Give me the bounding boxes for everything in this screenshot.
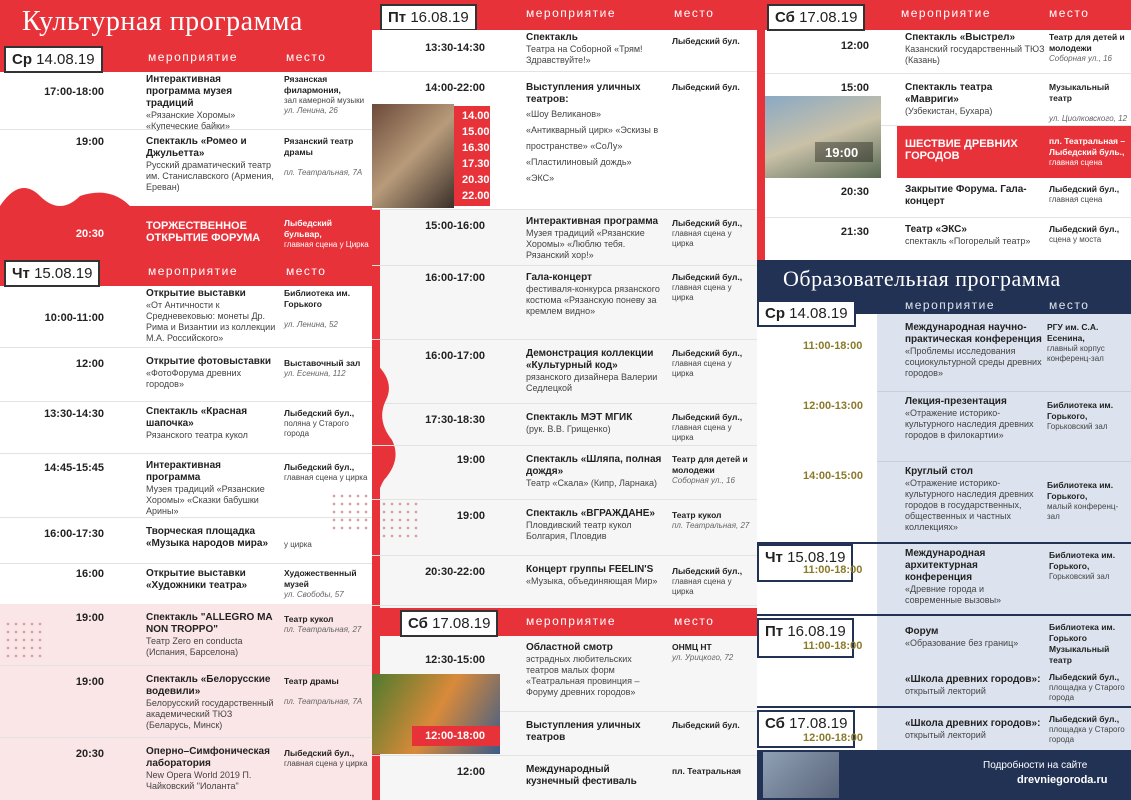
edu-title: Образовательная программа — [783, 266, 1061, 291]
edu-hdr-place: место — [1049, 298, 1090, 312]
event-info: Международная научно-практическая конференция «Проблемы исследования социокультурной среды древних городов» — [905, 322, 1042, 378]
event-time: 12:00-13:00 — [803, 400, 863, 412]
event-place: Лыбедский бул., главная сцена у цирка — [672, 566, 743, 596]
event-info: Выступления уличных театров — [526, 720, 641, 743]
event-time: 19:00 — [456, 454, 485, 466]
event-info: Оперно–Симфоническая лаборатория New Opera World 2019 П. Чайковский "Иоланта" — [146, 746, 270, 791]
event-info: Спектакль театра «Мавриги» (Узбекистан, Бухара) — [905, 82, 993, 116]
hdr-place: место — [286, 264, 327, 278]
hdr-place: место — [674, 614, 715, 628]
list-item — [372, 712, 757, 756]
event-time: 13:30-14:30 — [44, 408, 104, 420]
event-time: 12:30-15:00 — [425, 654, 485, 666]
event-time: 14:45-15:45 — [44, 462, 104, 474]
event-place: Лыбедский бул., главная сцена у цирка — [284, 748, 368, 768]
event-time: 16:00-17:30 — [44, 528, 104, 540]
event-place: ОНМЦ НТ ул. Урицкого, 72 — [672, 642, 734, 662]
event-time: 10:00-11:00 — [44, 312, 104, 324]
event-place: Театр драмы пл. Театральная, 7А — [284, 676, 363, 706]
event-info: Творческая площадка «Музыка народов мира» — [146, 526, 269, 549]
edu-thu-date: Чт 15.08.19 — [757, 544, 853, 582]
event-time: 19:00 — [75, 612, 104, 624]
event-time: 14:00-15:00 — [803, 470, 863, 482]
event-time: 20:30 — [840, 186, 869, 198]
wed-date: Ср 14.08.19 — [4, 46, 103, 73]
event-info: Международная архитектурная конференция «Древние города и современные вызовы» — [905, 548, 1002, 605]
event-time: 14:00-22:00 — [425, 82, 485, 94]
edu-sat-sep — [757, 706, 1131, 708]
event-time: 17:30-18:30 — [425, 414, 485, 426]
event-place: Лыбедский бул. — [672, 36, 740, 46]
list-item — [765, 218, 1131, 260]
event-info: «Школа древних городов»: открытый лекторий — [905, 718, 1041, 740]
edu-fri-date: Пт 16.08.19 — [757, 618, 854, 658]
event-info: Спектакль Театра на Соборной «Трям! Здравствуйте!» — [526, 32, 643, 65]
event-place: Театр кукол пл. Театральная, 27 — [284, 614, 362, 634]
event-info: Форум «Образование без границ» — [905, 626, 1019, 648]
event-time: 11:00-18:00 — [803, 340, 863, 352]
city-photo — [763, 752, 839, 798]
hdr-event: мероприятие — [148, 264, 239, 278]
event-time: 16:00-17:00 — [425, 272, 485, 284]
event-info: Интерактивная программа Музея традиций «Рязанские Хоромы» «Сказки бабушки Арины» — [146, 460, 265, 516]
event-time: 19:00 — [75, 136, 104, 148]
event-info: Открытие выставки «От Античности к Средневековью: монеты Др. Рима и Византии из коллекции М.А. Российского» — [146, 288, 276, 343]
edu-hdr-event: мероприятие — [905, 298, 996, 312]
event-place: Лыбедский бул., главная сцена у цирка — [672, 412, 743, 442]
event-time: 20:30 — [75, 748, 104, 760]
footer-link[interactable]: drevniegoroda.ru — [1017, 774, 1108, 786]
list-item — [765, 30, 1131, 74]
procession-photo — [765, 96, 881, 178]
procession-title: ШЕСТВИЕ ДРЕВНИХ ГОРОДОВ — [905, 138, 1018, 162]
event-time: 12:00-18:00 — [425, 730, 485, 742]
hdr-event: мероприятие — [901, 6, 992, 20]
street-theatre-photo — [372, 104, 454, 208]
list-item — [0, 348, 372, 402]
event-place: Лыбедский бул., площадка у Старого города — [1049, 672, 1125, 702]
event-info: «Школа древних городов»: открытый лекторий — [905, 674, 1041, 696]
footer-text-1: Подробности на сайте — [983, 760, 1088, 771]
event-place: Библиотека им. Горького, малый конференц-зал — [1047, 480, 1119, 521]
opening-place: Лыбедский бульвар, главная сцена у Цирка — [284, 218, 369, 249]
friday-column — [372, 0, 757, 800]
list-item — [372, 756, 757, 800]
event-place: Рязанский театр драмы пл. Театральная, 7А — [284, 136, 363, 177]
list-item — [372, 340, 757, 404]
event-info: Интерактивная программа Музея традиций «Рязанские Хоромы» «Люблю тебя. Рязанский хор!» — [526, 216, 659, 260]
hdr-place: место — [674, 6, 715, 20]
event-time: 15:00-16:00 — [425, 220, 485, 232]
culture-title: Культурная программа — [22, 6, 303, 37]
hdr-place: место — [1049, 6, 1090, 20]
event-place: Лыбедский бул., поляна у Старого города — [284, 408, 355, 438]
event-info: Театр «ЭКС» спектакль «Погорелый театр» — [905, 224, 1031, 246]
event-info: Открытие фотовыставки «ФотоФорума древних городов» — [146, 356, 272, 389]
list-item — [372, 266, 757, 340]
street-times: 14.00 15.00 16.30 17.30 20.30 22.00 — [454, 106, 490, 206]
event-place: Лыбедский бул., главная сцена у цирка — [672, 348, 743, 378]
list-item — [0, 454, 372, 518]
thu-date: Чт 15.08.19 — [4, 260, 100, 287]
event-time: 11:00-18:00 — [803, 640, 863, 652]
event-time: 16:00-17:00 — [425, 350, 485, 362]
fri-date: Пт 16.08.19 — [380, 4, 477, 31]
event-time: 12:00 — [456, 766, 485, 778]
list-item — [372, 30, 757, 72]
event-info: Закрытие Форума. Гала-концерт — [905, 184, 1027, 207]
event-info: Спектакль "ALLEGRO MA NON TROPPO" Театр Zero en conducta (Испания, Барселона) — [146, 612, 273, 657]
event-place: Рязанская филармония, зал камерной музыки ул. Ленина, 26 — [284, 74, 365, 115]
event-place: Библиотека им. Горького ул. Ленина, 52 — [284, 288, 351, 329]
list-item — [0, 72, 372, 130]
event-info: Спектакль «Белорусские водевили» Белорусский государственный академический ТЮЗ (Беларусь, Минск) — [146, 674, 274, 730]
event-time: 19:00 — [75, 676, 104, 688]
opening-title: ТОРЖЕСТВЕННОЕ ОТКРЫТИЕ ФОРУМА — [146, 220, 261, 244]
event-time: 12:00-18:00 — [803, 732, 863, 744]
list-item — [765, 178, 1131, 218]
procession-time: 19:00 — [825, 145, 859, 160]
sat-right-red-strip — [757, 30, 765, 260]
edu-fri-sep — [757, 614, 1131, 616]
event-place: Библиотека им. Горького Музыкальный театр — [1049, 622, 1116, 665]
edu-sat-date: Сб 17.08.19 — [757, 710, 855, 748]
event-time: 11:00-18:00 — [803, 564, 863, 576]
event-info: Концерт группы FEELIN'S «Музыка, объединяющая Мир» — [526, 564, 658, 586]
event-place: Театр для детей и молодежи Соборная ул., 16 — [672, 454, 748, 485]
list-item — [0, 402, 372, 454]
event-info: Спектакль «Красная шапочка» Рязанского театра кукол — [146, 406, 248, 440]
event-time: 15:00 — [840, 82, 869, 94]
event-info: Областной смотр эстрадных любительских театров малых форм «Театральная провинция – Форуму древних городов» — [526, 642, 640, 697]
event-place: Библиотека им. Горького, Горьковский зал — [1049, 550, 1116, 581]
list-item — [0, 286, 372, 348]
event-place: у цирка — [284, 540, 312, 549]
procession-place: пл. Театральная – Лыбедский буль., главная сцена — [1049, 136, 1126, 167]
event-place: Музыкальный театр ул. Циолковского, 12 — [1049, 82, 1128, 123]
hdr-place: место — [286, 50, 327, 64]
event-info: Выступления уличных театров: «Шоу Великанов» «Антикварный цирк» «Эскизы в пространстве» «СоЛу» «Пластилиновый дождь» «ЭКС» — [526, 82, 659, 183]
list-item — [803, 462, 1131, 542]
event-info: Спектакль МЭТ МГИК (рук. В.В. Грищенко) — [526, 412, 633, 434]
event-place: Лыбедский бул., сцена у моста — [1049, 224, 1120, 244]
event-place: Выставочный зал ул. Есенина, 112 — [284, 358, 361, 378]
event-info: Круглый стол «Отражение историко-культурного наследия древних городов в государственных, общественных и частных коллекциях» — [905, 466, 1034, 532]
hdr-event: мероприятие — [526, 614, 617, 628]
event-place: Лыбедский бул., площадка у Старого города — [1049, 714, 1125, 744]
event-info: Интерактивная программа музея традиций «Рязанские Хоромы» «Купеческие байки» — [146, 74, 236, 131]
event-info: Международный кузнечный фестиваль — [526, 764, 637, 787]
event-place: Лыбедский бул. — [672, 82, 740, 92]
event-place: Лыбедский бул., главная сцена — [1049, 184, 1120, 204]
event-info: Спектакль «Выстрел» Казанский государственный ТЮЗ (Казань) — [905, 32, 1045, 65]
list-item — [0, 666, 372, 738]
event-info: Спектакль «Шляпа, полная дождя» Театр «Скала» (Кипр, Ларнака) — [526, 454, 662, 488]
list-item — [0, 564, 372, 604]
event-time: 19:00 — [456, 510, 485, 522]
sat-right-date: Сб 17.08.19 — [767, 4, 865, 31]
list-item — [372, 556, 757, 606]
event-place: Лыбедский бул., главная сцена у цирка — [672, 218, 743, 248]
event-place: Лыбедский бул., главная сцена у цирка — [284, 462, 368, 482]
event-time: 20:30-22:00 — [425, 566, 485, 578]
event-info: Лекция-презентация «Отражение историко-культурного наследия древних городов в филокартии» — [905, 396, 1034, 440]
list-item — [372, 500, 757, 556]
event-info: Спектакль «Ромео и Джульетта» Русский драматический театр им. Станиславского (Армения, Ереван) — [146, 136, 274, 192]
event-place: Лыбедский бул., главная сцена у цирка — [672, 272, 743, 302]
event-info: Гала-концерт фестиваля-конкурса рязанского костюма «Рязанскую поневу за кремлем видно» — [526, 272, 660, 316]
list-item — [0, 738, 372, 800]
list-item — [0, 604, 372, 666]
event-time: 12:00 — [75, 358, 104, 370]
event-time: 16:00 — [75, 568, 104, 580]
event-place: пл. Театральная — [672, 766, 742, 776]
event-place: Театр кукол пл. Театральная, 27 — [672, 510, 750, 530]
sat-date: Сб 17.08.19 — [400, 610, 498, 637]
opening-time: 20:30 — [75, 228, 104, 240]
list-item — [372, 446, 757, 500]
list-item — [372, 404, 757, 446]
hdr-event: мероприятие — [148, 50, 239, 64]
event-place: Библиотека им. Горького, Горьковский зал — [1047, 400, 1114, 431]
list-item — [372, 210, 757, 266]
event-info: Демонстрация коллекции «Культурный код» рязанского дизайнера Валерии Седлецкой — [526, 348, 658, 393]
event-place: Театр для детей и молодежи Соборная ул., 16 — [1049, 32, 1125, 63]
list-item — [0, 518, 372, 564]
list-item — [803, 320, 1131, 392]
list-item — [803, 392, 1131, 462]
event-place: РГУ им. С.А. Есенина, главный корпус конференц-зал — [1047, 322, 1105, 363]
event-place: Лыбедский бул. — [672, 720, 740, 730]
event-info: Спектакль «ВГРАЖДАНЕ» Пловдивский театр кукол Болгария, Пловдив — [526, 508, 655, 541]
saturday-education-column — [757, 0, 1131, 800]
event-time: 12:00 — [840, 40, 869, 52]
event-place: Художественный музей ул. Свободы, 57 — [284, 568, 357, 599]
edu-wed-date: Ср 14.08.19 — [757, 300, 856, 327]
event-info: Открытие выставки «Художники театра» — [146, 568, 248, 591]
event-time: 21:30 — [840, 226, 869, 238]
culture-column — [0, 0, 372, 800]
event-time: 13:30-14:30 — [425, 42, 485, 54]
hdr-event: мероприятие — [526, 6, 617, 20]
event-time: 17:00-18:00 — [44, 86, 104, 98]
